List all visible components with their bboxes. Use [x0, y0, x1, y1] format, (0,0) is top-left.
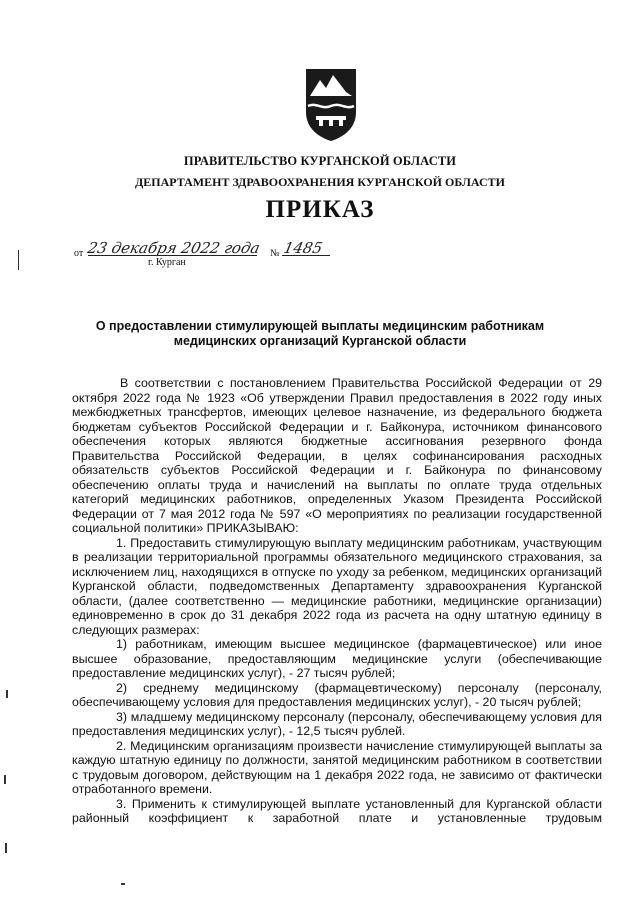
handwritten-number: 1485	[282, 239, 325, 257]
organization-department: ДЕПАРТАМЕНТ ЗДРАВООХРАНЕНИЯ КУРГАНСКОЙ ОБЛАСТИ	[135, 175, 505, 189]
subitem-3-paragraph: 3) младшему медицинскому персоналу (персоналу, обеспечивающему условия для предоставления медицинских услуг), - 12,5 тысяч рублей.	[72, 709, 602, 738]
subitem-1-paragraph: 1) работникам, имеющим высшее медицинское (фармацевтическое) или иное высшее образование, предоставляющим медицинские услуги (обеспечивающие предоставление медицинских услуг), - 27 тысяч рублей;	[72, 637, 602, 680]
order-body	[72, 376, 602, 826]
subject-line-2: медицинских организаций Курганской области	[173, 334, 467, 348]
item-3-paragraph: 3. Применить к стимулирующей выплате установленный для Курганской области районный коэффициент к заработной плате и установленные трудовым	[72, 796, 602, 825]
handwritten-date: 23 декабря 2022 года	[86, 239, 262, 257]
item-2-paragraph: 2. Медицинским организациям произвести начисление стимулирующей выплаты за каждую штатную единицу по должности, занятой медицинским работником в соответствии с трудовым договором, действующим на 1 декабря 2022 года, не зависимо от фактически отработанного времени.	[72, 738, 602, 796]
order-subject	[0, 319, 640, 349]
date-underline	[88, 255, 257, 256]
scan-mark	[121, 883, 125, 885]
number-prefix: №	[270, 248, 280, 259]
document-type-title: ПРИКАЗ	[265, 196, 375, 223]
date-prefix: от	[74, 248, 84, 259]
scan-mark	[5, 843, 7, 853]
subitem-2-paragraph: 2) среднему медицинскому (фармацевтическому) персоналу (персоналу, обеспечивающему условия для предоставления медицинских услуг), - 20 тысяч рублей;	[72, 680, 602, 709]
date-number-line	[74, 239, 374, 265]
coat-of-arms-emblem	[302, 66, 360, 142]
item-1-paragraph: 1. Предоставить стимулирующую выплату медицинским работникам, участвующим в реализации территориальной программы обязательного медицинского страхования, за исключением лиц, находящихся в отпуске по уходу за ребенком, медицинских организаций Курганской области, подведомственных Департаменту здравоохранения Курганской области, (далее соответственно — медицинские работники, медицинские организации) единовременно в срок до 31 декабря 2022 года из расчета на одну штатную единицу в следующих размерах:	[72, 535, 602, 637]
scan-mark	[18, 250, 19, 270]
organization-government: ПРАВИТЕЛЬСТВО КУРГАНСКОЙ ОБЛАСТИ	[183, 154, 457, 168]
scan-mark	[4, 775, 6, 784]
preamble-paragraph: В соответствии с постановлением Правительства Российской Федерации от 29 октября 2022 года № 1923 «Об утверждении Правил предоставления в 2022 году иных межбюджетных трансфертов, имеющих целевое назначение, из федерального бюджета бюджетам субъектов Российской Федерации и г. Байконура, источником финансового обеспечения которых являются бюджетные ассигнования резервного фонда Правительства Российской Федерации, в целях софинансирования расходных обязательств субъектов Российской Федерации и г. Байконура по финансовому обеспечению оплаты труда и начислений на выплаты по оплате труда отдельных категорий медицинских работников, определенных Указом Президента Российской Федерации от 7 мая 2012 года № 597 «О мероприятиях по реализации государственной социальной политики» ПРИКАЗЫВАЮ:	[72, 376, 602, 535]
scan-mark	[6, 690, 8, 698]
city-label: г. Курган	[148, 257, 186, 268]
number-underline	[282, 255, 330, 256]
subject-line-1: О предоставлении стимулирующей выплаты медицинским работникам	[95, 319, 545, 333]
